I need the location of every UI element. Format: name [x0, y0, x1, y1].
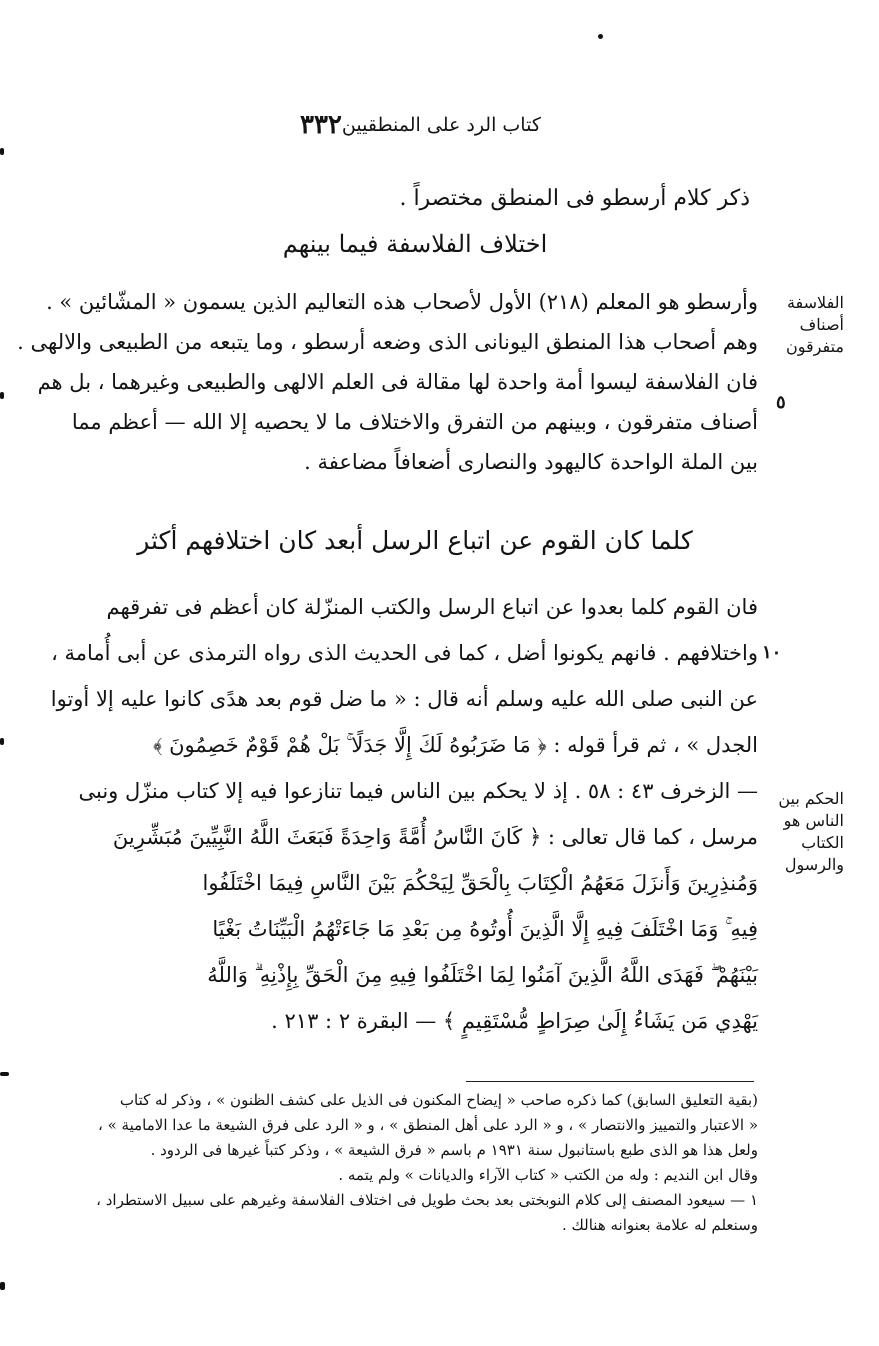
text-line: فِيهِ ۚ وَمَا اخْتَلَفَ فِيهِ إِلَّا الَّذِينَ أُوتُوهُ مِن بَعْدِ مَا جَاءَتْهُمُ الْبَيِّنَاتُ بَغْيًا	[212, 917, 758, 941]
text-line: واختلافهم . فانهم يكونوا أضل ، كما فى الحديث الذى رواه الترمذى عن أبى أُمامة ،	[51, 641, 758, 665]
footnote-line: ولعل هذا هو الذى طبع باستانبول سنة ١٩٣١ م باسم « فرق الشيعة » ، وذكر كتباً غيرها فى الردود .	[150, 1141, 758, 1159]
footnote-line: ١ — سيعود المصنف إلى كلام النوبختى بعد بحث طويل فى اختلاف الفلاسفة وغيرهم على سبيل الاستطراد ،	[96, 1191, 758, 1209]
margin-note-line: الكتاب	[801, 833, 844, 852]
footnote-line: « الاعتبار والتمييز والانتصار » ، و « الرد على أهل المنطق » ، و « الرد على فرق الشيعة ما عدا الامامية » ،	[98, 1116, 758, 1134]
text-line: بَيْنَهُمْ ۖ فَهَدَى اللَّهُ الَّذِينَ آمَنُوا لِمَا اخْتَلَفُوا فِيهِ مِنَ الْحَقِّ بِإِذْنِهِ ۗ وَاللَّهُ	[207, 963, 758, 987]
margin-note-line: الحكم بين	[778, 789, 844, 808]
text-line: فان الفلاسفة ليسوا أمة واحدة لها مقالة فى العلم الالهى والطبيعى وغيرهما ، بل هم	[37, 370, 758, 394]
scan-speck	[0, 738, 4, 745]
footnote-rule	[466, 1081, 754, 1082]
page-number: ٣٣٢	[300, 110, 342, 140]
text-line: وَمُنذِرِينَ وَأَنزَلَ مَعَهُمُ الْكِتَابَ بِالْحَقِّ لِيَحْكُمَ بَيْنَ النَّاسِ فِيمَا اخْتَلَفُوا	[202, 871, 758, 895]
footnote-line: (بقية التعليق السابق) كما ذكره صاحب « إيضاح المكنون فى الذيل على كشف الظنون » ، وذكر له كتاب	[119, 1091, 758, 1109]
text-line: عن النبى صلى الله عليه وسلم أنه قال : « ما ضل قوم بعد هدًى كانوا عليه إلا أوتوا	[50, 687, 758, 711]
paragraph	[17, 282, 758, 482]
margin-note	[770, 292, 844, 358]
section-heading: اختلاف الفلاسفة فيما بينهم	[282, 230, 548, 258]
text-line: وهم أصحاب هذا المنطق اليونانى الذى وضعه أرسطو ، وما يتبعه من الطبيعى والالهى .	[17, 330, 758, 354]
footnote-line: وقال ابن النديم : وله من الكتب « كتاب الآراء والديانات » ولم يتمه .	[338, 1166, 758, 1184]
text-line: — الزخرف ٤٣ : ٥٨ . إذ لا يحكم بين الناس فيما تنازعوا فيه إلا كتاب منزّل ونبى	[78, 779, 758, 803]
footnotes	[40, 1088, 758, 1238]
scan-speck	[0, 1072, 9, 1076]
text-line: فان القوم كلما بعدوا عن اتباع الرسل والكتب المنزّلة كان أعظم فى تفرقهم	[106, 595, 758, 619]
text-line: وأرسطو هو المعلم (٢١٨) الأول لأصحاب هذه التعاليم الذين يسمون « المشّائين » .	[46, 290, 758, 314]
text-line: الجدل » ، ثم قرأ قوله : ﴿ مَا ضَرَبُوهُ لَكَ إِلَّا جَدَلًا ۚ بَلْ هُمْ قَوْمٌ خَصِمُونَ ﴾	[153, 733, 758, 757]
scan-speck	[0, 148, 4, 155]
scan-speck	[0, 392, 4, 399]
text-line: أصناف متفرقون ، وبينهم من التفرق والاختلاف ما لا يحصيه إلا الله — أعظم مما	[71, 410, 758, 434]
margin-note-line: والرسول	[784, 855, 844, 874]
intro-heading: ذكر كلام أرسطو فى المنطق مختصراً .	[399, 186, 750, 211]
margin-note-line: الناس هو	[783, 811, 844, 830]
margin-note-line: الفلاسفة	[786, 293, 844, 312]
running-title: كتاب الرد على المنطقيين	[341, 114, 541, 136]
margin-note-line: أصناف	[799, 315, 844, 334]
text-line: بين الملة الواحدة كاليهود والنصارى أضعافاً مضاعفة .	[304, 450, 758, 474]
line-number: ٥	[776, 392, 786, 413]
margin-note-line: متفرقون	[786, 337, 844, 356]
margin-note	[770, 788, 844, 876]
paragraph	[50, 584, 758, 1044]
scan-speck	[0, 1282, 5, 1290]
section-heading: كلما كان القوم عن اتباع الرسل أبعد كان اختلافهم أكثر	[137, 526, 693, 555]
text-line: يَهْدِي مَن يَشَاءُ إِلَىٰ صِرَاطٍ مُّسْتَقِيمٍ ﴾ — البقرة ٢ : ٢١٣ .	[271, 1009, 758, 1033]
page-header	[120, 108, 740, 142]
text-line: مرسل ، كما قال تعالى : ﴿ كَانَ النَّاسُ أُمَّةً وَاحِدَةً فَبَعَثَ اللَّهُ النَّبِيِّينَ مُبَشِّرِينَ	[112, 825, 758, 849]
footnote-line: وسنعلم له علامة بعنوانه هنالك .	[561, 1216, 758, 1234]
line-number: ١٠	[762, 642, 782, 663]
scan-speck	[598, 34, 603, 39]
